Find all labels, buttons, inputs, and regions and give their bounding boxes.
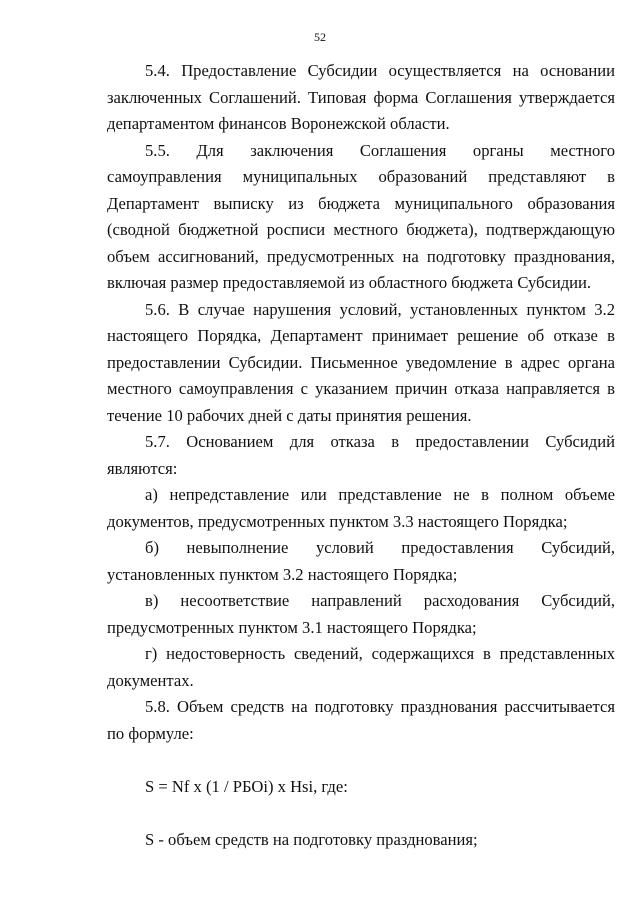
paragraph-5-5: 5.5. Для заключения Соглашения органы местного самоуправления муниципальных образований представляют в Департамент выписку из бюджета муниципального образования (сводной бюджетной росписи местного бюджета), подтверждающую объем ассигнований, предусмотренных на подготовку празднования, включая размер предоставляемой из областного бюджета Субсидии. (107, 140, 615, 292)
paragraph-5-4: 5.4. Предоставление Субсидии осуществляется на основании заключенных Соглашений. Типовая форма Соглашения утверждается департаментом финансов Воронежской области. (107, 61, 615, 133)
document-body (107, 58, 615, 853)
list-item-b: б) невыполнение условий предоставления Субсидий, установленных пунктом 3.2 настоящего Порядка; (107, 538, 615, 584)
list-item-v: в) несоответствие направлений расходования Субсидий, предусмотренных пунктом 3.1 настоящего Порядка; (107, 591, 615, 637)
formula: S = Nf x (1 / РБОi) x Hsi, где: (145, 776, 348, 796)
list-item-g: г) недостоверность сведений, содержащихся в представленных документах. (107, 644, 615, 690)
formula-definition: S - объем средств на подготовку празднования; (145, 829, 478, 849)
paragraph-5-8: 5.8. Объем средств на подготовку празднования рассчитывается по формуле: (107, 697, 615, 743)
page-number: 52 (314, 30, 326, 44)
list-item-a: а) непредставление или представление не в полном объеме документов, предусмотренных пунктом 3.3 настоящего Порядка; (107, 485, 615, 531)
paragraph-5-6: 5.6. В случае нарушения условий, установленных пунктом 3.2 настоящего Порядка, Департамент принимает решение об отказе в предоставлении Субсидии. Письменное уведомление в адрес органа местного самоуправления с указанием причин отказа направляется в течение 10 рабочих дней с даты принятия решения. (107, 299, 615, 425)
paragraph-5-7: 5.7. Основанием для отказа в предоставлении Субсидий являются: (107, 432, 615, 478)
